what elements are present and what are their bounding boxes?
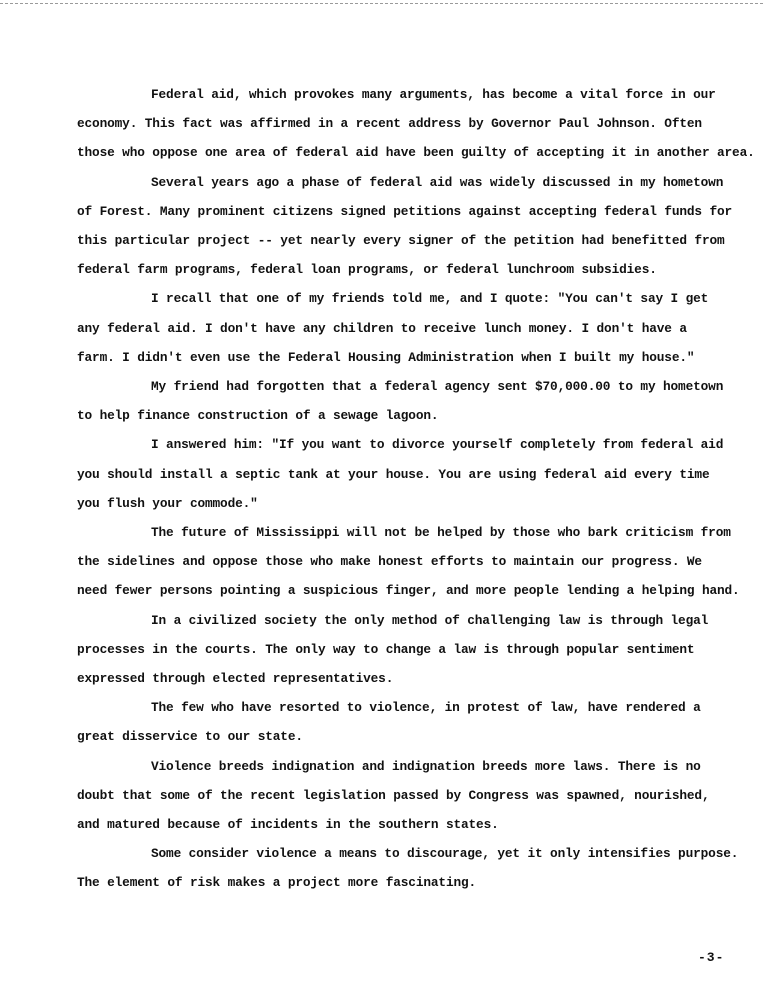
paragraph-federal-aid: Federal aid, which provokes many arguments, has become a vital force in our economy. This fact was affirmed in a recent address by Governor Paul Johnson. Often those who oppose one area of federal aid have been guilty of accepting it in another area. [77, 87, 755, 161]
paragraph-hometown-forest: Several years ago a phase of federal aid was widely discussed in my hometown of Forest. Many prominent citizens signed petitions against accepting federal funds for this particular project -- yet nearly every signer of the petition had benefitted from federal farm programs, federal loan programs, or federal lunchroom subsidies. [77, 174, 733, 278]
paragraph-future-mississippi: The future of Mississippi will not be helped by those who bark criticism from the sidelines and oppose those who make honest efforts to maintain our progress. We need fewer persons pointing a suspicious finger, and more people lending a helping hand. [77, 525, 740, 599]
page-top-edge [0, 3, 763, 4]
paragraph-violence-disservice: The few who have resorted to violence, in protest of law, have rendered a great disservice to our state. [77, 700, 701, 745]
page-number: -3- [698, 950, 725, 965]
paragraph-answer: I answered him: "If you want to divorce yourself completely from federal aid you should install a septic tank at your house. You are using federal aid every time you flush your commode." [77, 437, 724, 511]
paragraph-sewage-lagoon: My friend had forgotten that a federal agency sent $70,000.00 to my hometown to help finance construction of a sewage lagoon. [77, 379, 724, 424]
paragraph-civilized-society: In a civilized society the only method of challenging law is through legal processes in the courts. The only way to change a law is through popular sentiment expressed through elected representatives. [77, 612, 709, 687]
paragraph-violence-breeds: Violence breeds indignation and indignation breeds more laws. There is no doubt that some of the recent legislation passed by Congress was spawned, nourished, and matured because of incidents in the southern states. [77, 758, 710, 833]
document-body [77, 80, 757, 898]
paragraph-friend-quote: I recall that one of my friends told me, and I quote: "You can't say I get any federal aid. I don't have any children to receive lunch money. I don't have a farm. I didn't even use the Federal Housing Administration when I built my house." [77, 291, 709, 365]
paragraph-risk: Some consider violence a means to discourage, yet it only intensifies purpose. The element of risk makes a project more fascinating. [77, 846, 739, 891]
